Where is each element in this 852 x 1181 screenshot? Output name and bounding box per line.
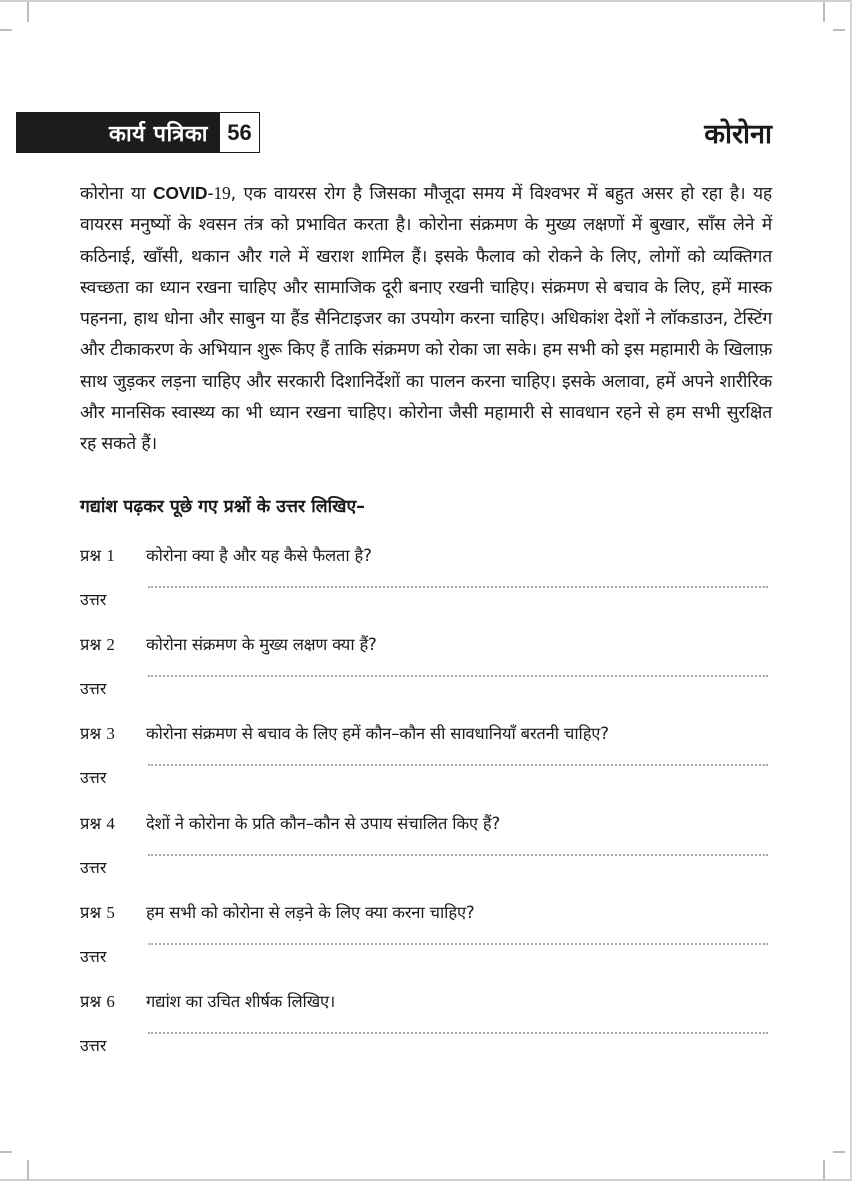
answer-line[interactable] (148, 586, 768, 588)
question-item (80, 718, 770, 798)
question-label (80, 811, 146, 834)
question-row (80, 629, 377, 657)
question-text: गद्यांश का उचित शीर्षक लिखिए। (146, 991, 336, 1011)
question-number: 4 (106, 813, 115, 833)
answer-label: उत्तर (80, 590, 107, 609)
question-prefix: प्रश्न (80, 991, 102, 1011)
question-text: देशों ने कोरोना के प्रति कौन–कौन से उपाय संचालित किए हैं? (146, 813, 501, 833)
crop-mark (823, 2, 825, 22)
passage-number: 19 (213, 183, 231, 203)
answer-line[interactable] (148, 854, 768, 856)
page-edge-top (0, 0, 852, 2)
question-row (80, 540, 372, 568)
answer-label: उत्तर (80, 858, 107, 877)
question-item (80, 808, 770, 888)
answer-row (80, 580, 770, 610)
answer-label: उत्तर (80, 1036, 107, 1055)
question-item (80, 986, 770, 1066)
question-label (80, 721, 146, 744)
question-number: 1 (106, 545, 115, 565)
reading-passage (80, 178, 772, 461)
passage-covid-term: COVID (152, 183, 208, 203)
crop-mark (27, 2, 29, 22)
worksheet-number: 56 (220, 112, 260, 153)
crop-mark (833, 29, 845, 31)
crop-mark (0, 1151, 12, 1153)
question-prefix: प्रश्न (80, 545, 102, 565)
answer-line[interactable] (148, 943, 768, 945)
question-text: कोरोना संक्रमण के मुख्य लक्षण क्या हैं? (146, 634, 377, 654)
question-label (80, 989, 146, 1012)
question-item (80, 897, 770, 977)
passage-text: कोरोना या (80, 184, 153, 204)
question-number: 2 (106, 634, 115, 654)
answer-row (80, 848, 770, 878)
passage-dash: - (207, 184, 214, 204)
answer-line[interactable] (148, 764, 768, 766)
answer-label: उत्तर (80, 768, 107, 787)
question-number: 5 (106, 902, 115, 922)
question-row (80, 986, 335, 1014)
crop-mark (27, 1160, 29, 1180)
question-text: कोरोना संक्रमण से बचाव के लिए हमें कौन–कौन सी सावधानियाँ बरतनी चाहिए? (146, 723, 609, 743)
question-label (80, 900, 146, 923)
page-title: कोरोना (704, 119, 772, 150)
worksheet-label-bar (16, 112, 220, 153)
answer-row (80, 669, 770, 699)
answer-row (80, 937, 770, 967)
answer-line[interactable] (148, 675, 768, 677)
instruction-heading: गद्यांश पढ़कर पूछे गए प्रश्नों के उत्तर लिखिए– (80, 497, 365, 517)
question-text: हम सभी को कोरोना से लड़ने के लिए क्या करना चाहिए? (146, 902, 475, 922)
question-item (80, 629, 770, 709)
question-prefix: प्रश्न (80, 723, 102, 743)
question-prefix: प्रश्न (80, 813, 102, 833)
question-row (80, 897, 474, 925)
question-row (80, 718, 609, 746)
question-prefix: प्रश्न (80, 634, 102, 654)
question-text: कोरोना क्या है और यह कैसे फैलता है? (146, 545, 372, 565)
answer-label: उत्तर (80, 947, 107, 966)
crop-mark (833, 1151, 845, 1153)
question-label (80, 543, 146, 566)
question-prefix: प्रश्न (80, 902, 102, 922)
crop-mark (823, 1160, 825, 1180)
worksheet-label: कार्य पत्रिका (109, 121, 208, 147)
answer-row (80, 1026, 770, 1056)
question-item (80, 540, 770, 620)
answer-label: उत्तर (80, 679, 107, 698)
answer-line[interactable] (148, 1032, 768, 1034)
question-label (80, 632, 146, 655)
question-number: 6 (106, 991, 115, 1011)
crop-mark (0, 29, 12, 31)
question-number: 3 (106, 723, 115, 743)
question-row (80, 808, 500, 836)
answer-row (80, 758, 770, 788)
passage-text: , एक वायरस रोग है जिसका मौजूदा समय में विश्वभर में बहुत असर हो रहा है। यह वायरस मनुष्यों के श्वसन तंत्र को प्रभावित करता है। कोरोना संक्रमण के मुख्य लक्षणों में बुखार, साँस लेने में कठिनाई, खाँसी, थकान और गले में खराश शामिल हैं। इसके फैलाव को रोकने के लिए, लोगों को व्यक्तिगत स्वच्छता का ध्यान रखना चाहिए और सामाजिक दूरी बनाए रखनी चाहिए। संक्रमण से बचाव के लिए, हमें मास्क पहनना, हाथ धोना और साबुन या हैंड सैनिटाइजर का उपयोग करना चाहिए। अधिकांश देशों ने लॉकडाउन, टेस्टिंग और टीकाकरण के अभियान शुरू किए हैं ताकि संक्रमण को रोका जा सके। हम सभी को इस महामारी के खिलाफ़ साथ जुड़कर लड़ना चाहिए और सरकारी दिशानिर्देशों का पालन करना चाहिए। इसके अलावा, हमें अपने शारीरिक और मानसिक स्वास्थ्य का भी ध्यान रखना चाहिए। कोरोना जैसी महामारी से सावधान रहने से हम सभी सुरक्षित रह सकते हैं। (80, 184, 773, 455)
